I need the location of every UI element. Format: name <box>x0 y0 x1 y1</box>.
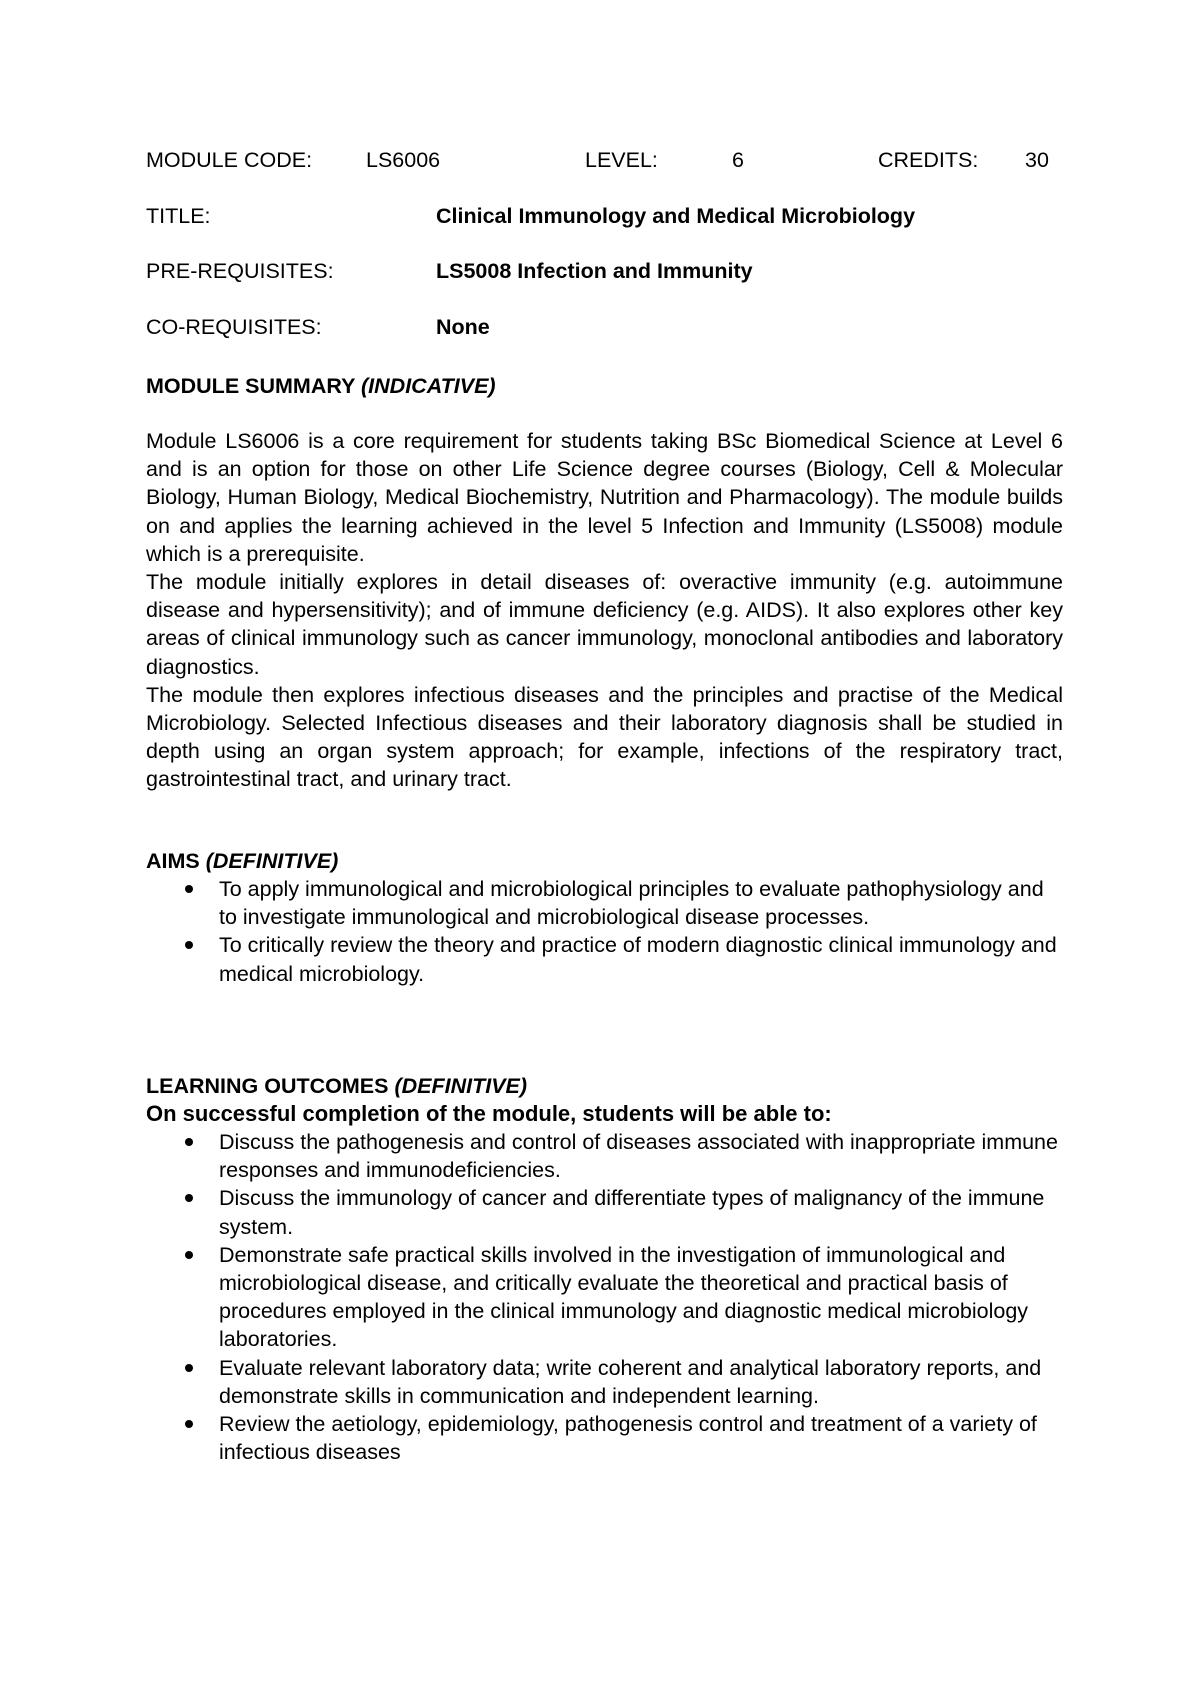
summary-body <box>146 427 1063 794</box>
outcomes-heading-text: LEARNING OUTCOMES <box>146 1074 389 1098</box>
bullet-icon <box>185 1364 193 1372</box>
outcome-text: Discuss the immunology of cancer and differentiate types of malignancy of the immune system. <box>219 1186 1045 1239</box>
bullet-icon <box>185 1251 193 1259</box>
list-item <box>146 931 1063 987</box>
outcomes-intro: On successful completion of the module, students will be able to: <box>146 1101 832 1126</box>
prerequisites-label: PRE-REQUISITES: <box>146 259 334 283</box>
outcomes-heading <box>146 1072 1063 1100</box>
outcomes-heading-qualifier: (DEFINITIVE) <box>394 1074 528 1098</box>
level-value: 6 <box>732 148 744 172</box>
aims-list <box>146 875 1063 988</box>
module-code-row <box>146 145 1063 175</box>
summary-heading-qualifier: (INDICATIVE) <box>361 374 496 398</box>
summary-heading-text: MODULE SUMMARY <box>146 374 356 398</box>
list-item <box>146 1184 1063 1240</box>
outcome-text: Discuss the pathogenesis and control of diseases associated with inappropriate immune responses and immunodeficiencies. <box>219 1130 1058 1183</box>
outcome-text: Evaluate relevant laboratory data; write coherent and analytical laboratory reports, and demonstrate skills in communication and independent learning. <box>219 1355 1042 1408</box>
prerequisites-row <box>146 256 1063 286</box>
list-item <box>146 1410 1063 1466</box>
bullet-icon <box>185 1138 193 1146</box>
level-label: LEVEL: <box>585 148 658 172</box>
aim-text: To apply immunological and microbiological principles to evaluate pathophysiology and to investigate immunological and microbiological disease processes. <box>219 877 1044 930</box>
aims-heading <box>146 847 1063 875</box>
title-value: Clinical Immunology and Medical Microbiology <box>436 204 916 228</box>
summary-paragraph: The module then explores infectious diseases and the principles and practise of the Medical Microbiology. Selected Infectious diseases and their laboratory diagnosis shall be studied in depth using an organ system approach; for example, infections of the respiratory tract, gastrointestinal tract, and urinary tract. <box>146 682 1063 792</box>
credits-label: CREDITS: <box>878 148 979 172</box>
module-code-value: LS6006 <box>366 148 441 172</box>
module-code-label: MODULE CODE: <box>146 148 313 172</box>
bullet-icon <box>185 1420 193 1428</box>
outcome-text: Review the aetiology, epidemiology, pathogenesis control and treatment of a variety of infectious diseases <box>219 1412 1037 1465</box>
list-item <box>146 1354 1063 1410</box>
outcome-text: Demonstrate safe practical skills involved in the investigation of immunological and microbiological disease, and critically evaluate the theoretical and practical basis of procedures employed in the clinical immunology and diagnostic medical microbiology laboratories. <box>219 1242 1029 1352</box>
aims-heading-text: AIMS <box>146 849 200 873</box>
summary-heading <box>146 372 1063 400</box>
prerequisites-value: LS5008 Infection and Immunity <box>436 259 753 283</box>
aims-heading-qualifier: (DEFINITIVE) <box>205 849 339 873</box>
list-item <box>146 1241 1063 1354</box>
corequisites-label: CO-REQUISITES: <box>146 315 322 339</box>
summary-paragraph: Module LS6006 is a core requirement for students taking BSc Biomedical Science at Level 6 and is an option for those on other Life Science degree courses (Biology, Cell & Molecular Biology, Human Biology, Medical Biochemistry, Nutrition and Pharmacology). The module builds on and applies the learning achieved in the level 5 Infection and Immunity (LS5008) module which is a prerequisite. <box>146 429 1063 566</box>
summary-paragraph: The module initially explores in detail diseases of: overactive immunity (e.g. autoimmune disease and hypersensitivity); and of immune deficiency (e.g. AIDS). It also explores other key areas of clinical immunology such as cancer immunology, monoclonal antibodies and laboratory diagnostics. <box>146 570 1063 679</box>
aim-text: To critically review the theory and practice of modern diagnostic clinical immunology and medical microbiology. <box>219 933 1057 986</box>
corequisites-value: None <box>436 315 490 339</box>
bullet-icon <box>185 941 193 949</box>
title-row <box>146 201 1063 231</box>
bullet-icon <box>185 885 193 893</box>
credits-value: 30 <box>1025 148 1049 172</box>
list-item <box>146 875 1063 931</box>
document-page <box>146 0 1063 1698</box>
list-item <box>146 1128 1063 1184</box>
corequisites-row <box>146 312 1063 342</box>
outcomes-list <box>146 1128 1063 1466</box>
bullet-icon <box>185 1194 193 1202</box>
title-label: TITLE: <box>146 204 211 228</box>
